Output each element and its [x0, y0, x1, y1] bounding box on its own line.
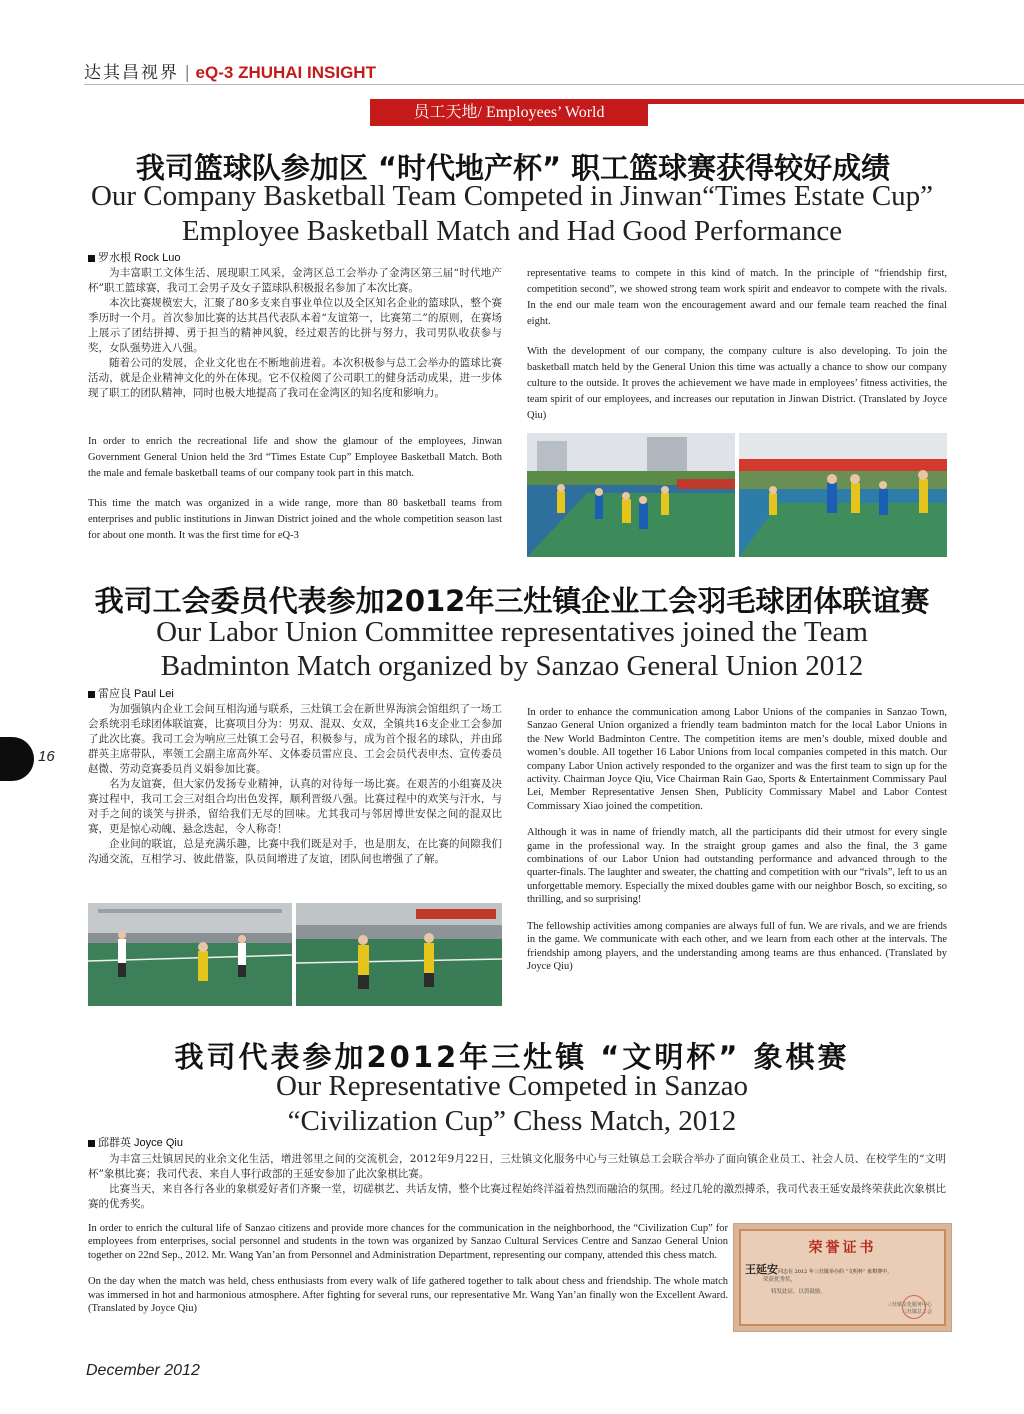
header-rule — [84, 84, 1024, 85]
badminton-photo-2-image — [296, 903, 502, 1006]
article2-cn-p1: 为加强镇内企业工会间互相沟通与联系，三灶镇工会在新世界海滨会馆组织了一场工会系统羽毛球团体联谊赛，比赛项目分为：男双、混双、女双，全镇共16支企业工会参加了此次比赛。我司工会为响应三灶镇工会号召，积极参与，成为首个报名的球队，并由邱群英主席带队，率领工会副主席高外军、文体委员雷应良、工会会员代表申杰、宣传委员赵微、劳动竞赛委员肖义娟参加比赛。 — [88, 703, 502, 775]
basketball-photo-2-image — [739, 433, 947, 557]
masthead-en: eQ-3 ZHUHAI INSIGHT — [195, 63, 376, 82]
article3-byline — [88, 1134, 183, 1150]
article2-title-en-2: Badminton Match organized by Sanzao General Union 2012 — [160, 650, 864, 682]
article1-en-left-p2: This time the match was organized in a wide range, more than 80 basketball teams from enterprises and public institutions in Jinwan District joined and the whole competition season last for about one month. It was the first time for eQ-3 — [88, 498, 502, 541]
article1-byline — [88, 249, 181, 265]
article3-cn-text — [88, 1152, 946, 1212]
award-certificate — [733, 1223, 952, 1332]
article1-en-right — [527, 266, 947, 438]
article2-byline — [88, 685, 174, 701]
article1-cn-p3: 随着公司的发展，企业文化也在不断地前进着。本次积极参与总工会举办的篮球比赛活动，就是企业精神文化的外在体现。它不仅检阅了公司职工的健身活动成果，进一步体现了职工的团队精神，同时也极大地提高了我司在金湾区的知名度和影响力。 — [88, 357, 502, 399]
basketball-photo-1-image — [527, 433, 735, 557]
certificate-issuer-2: 三灶镇总工会 — [901, 1309, 932, 1315]
certificate-title: 荣誉证书 — [808, 1240, 877, 1256]
masthead-sep: | — [179, 63, 196, 83]
basketball-photo-2 — [739, 433, 947, 557]
article1-cn-text — [88, 266, 502, 401]
section-label: 员工天地/ Employees’ World — [370, 99, 648, 126]
article3-cn-p2: 比赛当天，来自各行各业的象棋爱好者们齐聚一堂，切磋棋艺、共话友情，整个比赛过程始终洋溢着热烈而融洽的氛围。经过几轮的激烈搏杀，我司代表王延安最终荣获此次象棋比赛的优秀奖。 — [88, 1183, 946, 1210]
certificate-text-1: 同志在 2012 年三灶镇举办的 “文明杯” 象棋赛中， — [778, 1269, 893, 1275]
masthead-cn: 达其昌视界 — [84, 63, 179, 83]
byline-square-icon — [88, 1140, 95, 1147]
article2-cn-text — [88, 702, 502, 867]
article3-en-left-p1: In order to enrich the cultural life of Sanzao citizens and provide more chances for the communication in the neighborhood, the “Civilization Cup” for employees from enterprises, social personnel and students in the town was organized by Sanzao Cultural Services Centre and Sanzao General Union together on 22nd Sep., 2012. Mr. Wang Yan’an from Personnel and Administration Department, representing our company, attended this chess match. — [88, 1223, 728, 1261]
article1-title-cn: 我司篮球队参加区 “时代地产杯” 职工篮球赛获得较好成绩 — [135, 151, 891, 185]
masthead — [84, 58, 376, 83]
certificate-seal-icon — [902, 1295, 926, 1319]
article1-en-right-p2: With the development of our company, the company culture is also developing. To join the basketball match held by the General Union this time was actually a chance to show our company culture to the outside. It proves the achievement we have made in employees’ fitness activities, the team spirit of our employees, and increases our reputation in Jinwan District. (Translated by Joyce Qiu) — [527, 346, 947, 421]
article2-author: 雷应良 Paul Lei — [98, 688, 174, 700]
article1-en-left — [88, 434, 502, 558]
badminton-photo-1-image — [88, 903, 292, 1006]
certificate-text-2: 荣获优秀奖， — [763, 1277, 797, 1283]
article3-title-cn: 我司代表参加2012年三灶镇 “文明杯” 象棋赛 — [174, 1040, 850, 1074]
byline-square-icon — [88, 691, 95, 698]
article3-title-en-1: Our Representative Competed in Sanzao — [276, 1070, 748, 1102]
article1-en-right-p1: representative teams to compete in this kind of match. In the principle of “friendship first, competition second”, we showed strong team work spirit and endeavor to compete with the rivals. In the end our male team won the encouragement award and our female team reached the final eight. — [527, 268, 947, 327]
footer-date: December 2012 — [86, 1362, 200, 1379]
article1-title-en-2: Employee Basketball Match and Had Good Performance — [181, 215, 843, 247]
article3-cn-p1: 为丰富三灶镇居民的业余文化生活，增进邻里之间的交流机会，2012年9月22日，三灶镇文化服务中心与三灶镇总工会联合举办了面向镇企业员工、社会人员、在校学生的“文明杯”象棋比赛；我司代表、来自人事行政部的王延安参加了此次象棋比赛。 — [88, 1153, 946, 1180]
article2-en-right — [527, 706, 947, 986]
page-number: 16 — [38, 748, 55, 765]
article2-en-right-p1: In order to enhance the communication among Labor Unions of the companies in Sanzao Town, Sanzao General Union organized a friendly team badminton match for the local Labor Unions in the New World Badminton Centre. The competition items are men’s double, mixed double and women’s double. All together 16 Labor Unions from local companies competed in this match. Our company Labor Union actively responded to the organizer and was the first team to sign up for the activity. Chairman Joyce Qiu, Vice Chairman Rain Gao, Sports & Entertainment Commissary Paul Lei, Member Representative Jensen Shen, Publicity Commissary Mabel and Labor Contest Commissary Xiao joined the competition. — [527, 707, 947, 812]
article1-title-en-1: Our Company Basketball Team Competed in Jinwan“Times Estate Cup” — [90, 180, 934, 212]
certificate-text-3: 特发此证，以资鼓励。 — [771, 1289, 827, 1295]
article3-en-left — [88, 1222, 728, 1328]
basketball-photo-1 — [527, 433, 735, 557]
article3-author: 邱群英 Joyce Qiu — [98, 1137, 183, 1149]
page-tab — [0, 737, 34, 781]
byline-square-icon — [88, 255, 95, 262]
article1-en-left-p1: In order to enrich the recreational life and show the glamour of the employees, Jinwan Government General Union held the 3rd “Times Estate Cup” Employee Basketball Match. Both the male and female basketball teams of our company took part in this match. — [88, 436, 502, 479]
article2-cn-p3: 企业间的联谊，总是充满乐趣，比赛中我们既是对手，也是朋友，在比赛的间隙我们沟通交流，互相学习、彼此借鉴，队员间增进了友谊，团队间也增强了了解。 — [88, 838, 502, 865]
certificate-issuer-1: 三灶镇文化服务中心 — [886, 1302, 932, 1308]
article2-en-right-p2: Although it was in name of friendly match, all the participants did their utmost for every single game in the professional way. In the straight group games and also the final, the 3 game combinations of our Labor Union had outstanding performance and advanced through to the quarter-finals. The laughter and sweater, the chatting and competition with our “rivals”, left to us an unforgettable memory. Especially the mixed doubles game with our neighbor Bosch, so exciting, so thrilling, and so surprising! — [527, 827, 947, 906]
article2-title-en-1: Our Labor Union Committee representatives joined the Team — [156, 616, 868, 648]
article1-author: 罗水根 Rock Luo — [98, 252, 181, 264]
article2-cn-p2: 名为友谊赛，但大家仍发扬专业精神，认真的对待每一场比赛。在艰苦的小组赛及决赛过程中，我司工会三对组合均出色发挥，顺利晋级八强。比赛过程中的欢笑与汗水，与对手之间的谈笑与拼杀，留给我们无尽的回味。尤其我司与邻居博世安保之间的混双比赛，更是惊心动魄、悬念迭起，令人称奇！ — [88, 778, 502, 835]
article2-en-right-p3: The fellowship activities among companies are always full of fun. We are rivals, and we are friends in the game. We communicate with each other, and we learn from each other at the intervals. The friendship among players, and the understanding among teams are thus enhanced. (Translated by Joyce Qiu) — [527, 920, 947, 972]
article3-title-en-2: “Civilization Cup” Chess Match, 2012 — [287, 1105, 737, 1137]
article1-cn-p1: 为丰富职工文体生活、展现职工风采，金湾区总工会举办了金湾区第三届“时代地产杯”职工篮球赛，我司工会男子及女子篮球队积极报名参加了本次比赛。 — [88, 267, 502, 294]
badminton-photo-1 — [88, 903, 292, 1006]
article2-title-cn: 我司工会委员代表参加2012年三灶镇企业工会羽毛球团体联谊赛 — [94, 584, 930, 618]
certificate-name: 王延安 — [745, 1263, 778, 1276]
article1-cn-p2: 本次比赛规模宏大，汇聚了80多支来自事业单位以及全区知名企业的篮球队，整个赛季历时一个月。首次参加比赛的达其昌代表队本着“友谊第一，比赛第二”的原则，在赛场上展示了团结拼搏、勇于担当的精神风貌，经过艰苦的比拼与努力，我司男队收获参与奖，女队强势进入八强。 — [88, 297, 502, 354]
article3-en-left-p2: On the day when the match was held, chess enthusiasts from every walk of life gathered together to talk about chess and friendship. The whole match was immersed in hot and harmonious atmosphere. After fighting for several runs, our representative Mr. Wang Yan’an finally won the Excellent Award.(Translated by Joyce Qiu) — [88, 1276, 728, 1315]
badminton-photo-2 — [296, 903, 502, 1006]
certificate-frame — [739, 1229, 946, 1326]
